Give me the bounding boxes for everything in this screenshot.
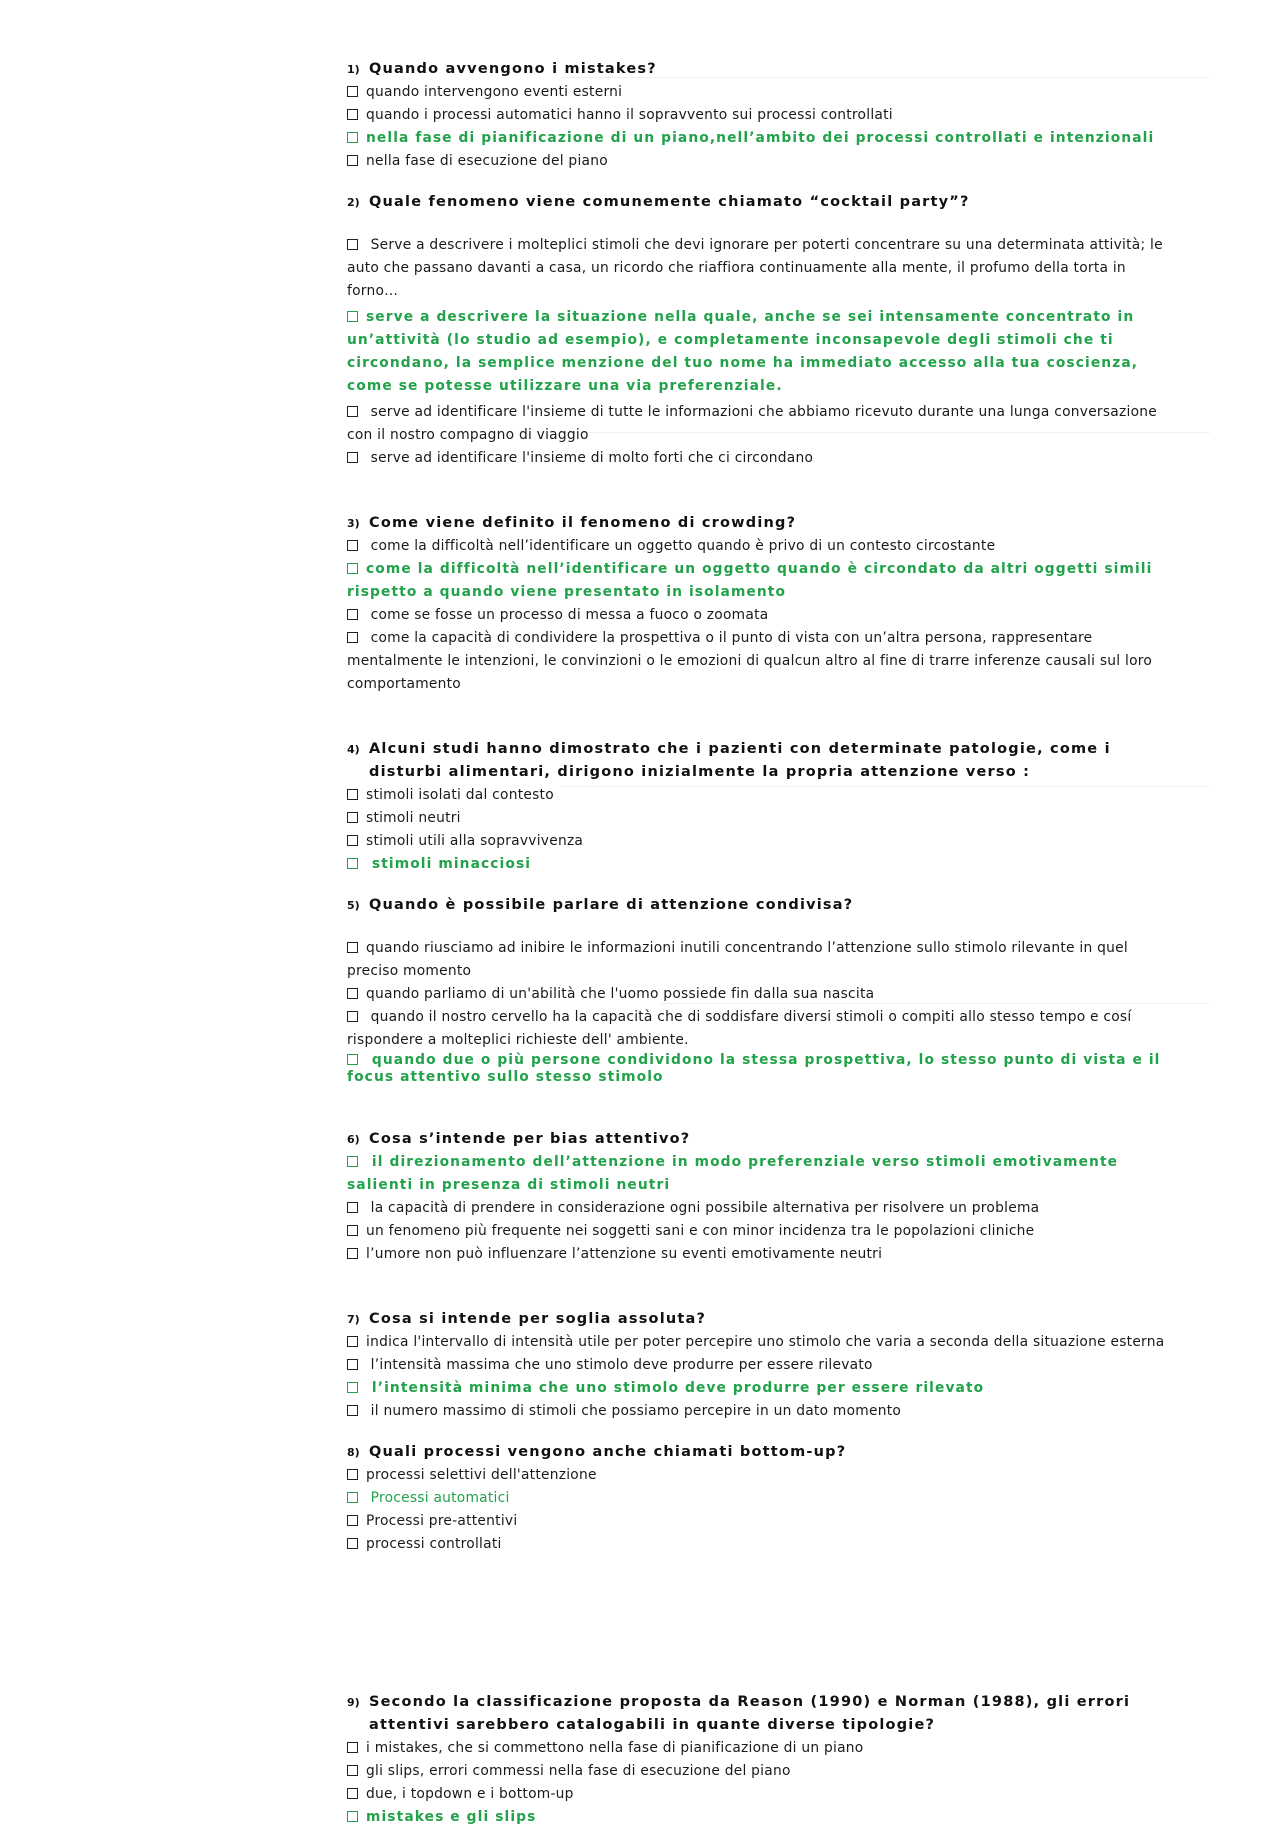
question-title (347, 1441, 1177, 1464)
answer-option[interactable] (347, 983, 1177, 1006)
answer-option[interactable] (347, 1220, 1177, 1243)
question-number: 1) (347, 63, 360, 76)
answer-option-correct[interactable] (347, 306, 1177, 398)
checkbox-icon[interactable] (347, 1336, 358, 1347)
answer-option-correct[interactable] (347, 1377, 1177, 1400)
question-title (347, 894, 1177, 917)
question-text: Alcuni studi hanno dimostrato che i pazienti con determinate patologie, come i disturbi alimentari, dirigono inizialmente la propria attenzione verso : (369, 741, 1111, 780)
question-number: 5) (347, 899, 360, 912)
question-number: 9) (347, 1696, 360, 1709)
option-label: stimoli minacciosi (366, 856, 532, 872)
answer-option[interactable] (347, 830, 1177, 853)
option-label: come la capacità di condividere la prospettiva o il punto di vista con un’altra persona, rappresentare mentalmente le intenzioni, le convinzioni o le emozioni di qualcun altro al fine di trarre inferenze causali sul loro comportamento (347, 630, 1153, 692)
option-label: serve a descrivere la situazione nella quale, anche se sei intensamente concentrato in un’attività (lo studio ad esempio), e completamente inconsapevole degli stimoli che ti circondano, la semplice menzione del tuo nome ha immediato accesso alla tua coscienza, come se potesse utilizzare una via preferenziale. (347, 309, 1139, 394)
checkbox-icon[interactable] (347, 452, 358, 463)
question-number: 4) (347, 743, 360, 756)
answer-option[interactable] (347, 627, 1177, 696)
option-label: stimoli utili alla sopravvivenza (366, 833, 584, 849)
checkbox-icon[interactable] (347, 86, 358, 97)
checkbox-icon[interactable] (347, 1225, 358, 1236)
question-text: Secondo la classificazione proposta da Reason (1990) e Norman (1988), gli errori attentivi sarebbero catalogabili in quante diverse tipologie? (369, 1694, 1131, 1733)
question-3 (347, 512, 1177, 696)
checkbox-icon[interactable] (347, 311, 358, 322)
option-label: Processi automatici (366, 1490, 510, 1506)
answer-option-correct[interactable] (347, 1052, 1177, 1086)
question-text: Quale fenomeno viene comunemente chiamato “cocktail party”? (369, 194, 970, 210)
checkbox-icon[interactable] (347, 1492, 358, 1503)
answer-option[interactable] (347, 1331, 1177, 1354)
option-label: l’intensità massima che uno stimolo deve produrre per essere rilevato (366, 1357, 873, 1373)
answer-option[interactable] (347, 447, 1177, 470)
option-label: i mistakes, che si commettono nella fase di pianificazione di un piano (366, 1740, 864, 1756)
question-text: Come viene definito il fenomeno di crowding? (369, 515, 797, 531)
option-label: come la difficoltà nell’identificare un oggetto quando è circondato da altri oggetti simili rispetto a quando viene presentato in isolamento (347, 561, 1153, 600)
checkbox-icon[interactable] (347, 942, 358, 953)
checkbox-icon[interactable] (347, 1382, 358, 1393)
checkbox-icon[interactable] (347, 1811, 358, 1822)
checkbox-icon[interactable] (347, 632, 358, 643)
checkbox-icon[interactable] (347, 540, 358, 551)
answer-option-correct[interactable] (347, 853, 1177, 876)
option-label: serve ad identificare l'insieme di tutte le informazioni che abbiamo ricevuto durante una lunga conversazione con il nostro compagno di viaggio (347, 404, 1157, 443)
checkbox-icon[interactable] (347, 1538, 358, 1549)
answer-option-correct[interactable] (347, 1487, 1177, 1510)
question-8 (347, 1441, 1177, 1556)
answer-option[interactable] (347, 1737, 1177, 1760)
answer-option[interactable] (347, 784, 1177, 807)
answer-option[interactable] (347, 1760, 1177, 1783)
checkbox-icon[interactable] (347, 835, 358, 846)
question-title (347, 738, 1177, 784)
question-number: 3) (347, 517, 360, 530)
answer-option[interactable] (347, 104, 1177, 127)
answer-option[interactable] (347, 937, 1177, 983)
question-number: 7) (347, 1313, 360, 1326)
option-label: quando intervengono eventi esterni (366, 84, 623, 100)
checkbox-icon[interactable] (347, 155, 358, 166)
option-label: quando il nostro cervello ha la capacità che di soddisfare diversi stimoli o compiti allo stesso tempo e cosí rispondere a molteplici richieste dell' ambiente. (347, 1009, 1132, 1048)
checkbox-icon[interactable] (347, 239, 358, 250)
checkbox-icon[interactable] (347, 1788, 358, 1799)
checkbox-icon[interactable] (347, 789, 358, 800)
question-text: Cosa si intende per soglia assoluta? (369, 1311, 707, 1327)
question-text: Quando è possibile parlare di attenzione condivisa? (369, 897, 854, 913)
answer-option[interactable] (347, 604, 1177, 627)
option-label: stimoli isolati dal contesto (366, 787, 554, 803)
checkbox-icon[interactable] (347, 1202, 358, 1213)
option-label: il numero massimo di stimoli che possiamo percepire in un dato momento (366, 1403, 902, 1419)
question-title (347, 1308, 1177, 1331)
question-title (347, 1691, 1177, 1737)
question-text: Quando avvengono i mistakes? (369, 61, 657, 77)
checkbox-icon[interactable] (347, 132, 358, 143)
answer-option-correct[interactable] (347, 1806, 1177, 1829)
checkbox-icon[interactable] (347, 1156, 358, 1167)
quiz-document (347, 58, 1177, 1829)
option-label: processi selettivi dell'attenzione (366, 1467, 597, 1483)
checkbox-icon[interactable] (347, 109, 358, 120)
checkbox-icon[interactable] (347, 1405, 358, 1416)
checkbox-icon[interactable] (347, 406, 358, 417)
checkbox-icon[interactable] (347, 988, 358, 999)
question-9 (347, 1691, 1177, 1829)
option-label: l’umore non può influenzare l’attenzione su eventi emotivamente neutri (366, 1246, 883, 1262)
option-label: mistakes e gli slips (366, 1809, 537, 1825)
option-label: come se fosse un processo di messa a fuoco o zoomata (366, 607, 769, 623)
answer-option[interactable] (347, 150, 1177, 173)
question-text: Cosa s’intende per bias attentivo? (369, 1131, 691, 1147)
question-1 (347, 58, 1177, 173)
checkbox-icon[interactable] (347, 1248, 358, 1259)
question-title (347, 58, 1177, 81)
question-5 (347, 894, 1177, 1086)
checkbox-icon[interactable] (347, 1054, 358, 1065)
answer-option[interactable] (347, 1243, 1177, 1266)
option-label: nella fase di pianificazione di un piano,nell’ambito dei processi controllati e intenzionali (366, 130, 1155, 146)
checkbox-icon[interactable] (347, 858, 358, 869)
option-label: come la difficoltà nell’identificare un oggetto quando è privo di un contesto circostante (366, 538, 996, 554)
option-label: quando due o più persone condividono la stessa prospettiva, lo stesso punto di vista e il focus attentivo sullo stesso stimolo (347, 1052, 1161, 1085)
checkbox-icon[interactable] (347, 812, 358, 823)
question-2 (347, 191, 1177, 470)
checkbox-icon[interactable] (347, 1359, 358, 1370)
option-label: due, i topdown e i bottom-up (366, 1786, 574, 1802)
option-label: Processi pre-attentivi (366, 1513, 518, 1529)
checkbox-icon[interactable] (347, 563, 358, 574)
option-label: serve ad identificare l'insieme di molto forti che ci circondano (366, 450, 814, 466)
checkbox-icon[interactable] (347, 1515, 358, 1526)
answer-option-correct[interactable] (347, 127, 1177, 150)
answer-option[interactable] (347, 81, 1177, 104)
option-label: stimoli neutri (366, 810, 461, 826)
answer-option[interactable] (347, 1400, 1177, 1423)
option-label: la capacità di prendere in considerazione ogni possibile alternativa per risolvere un problema (366, 1200, 1040, 1216)
question-number: 2) (347, 196, 360, 209)
checkbox-icon[interactable] (347, 1765, 358, 1776)
question-title (347, 512, 1177, 535)
option-label: Serve a descrivere i molteplici stimoli che devi ignorare per poterti concentrare su una determinata attività; le auto che passano davanti a casa, un ricordo che riaffiora continuamente alla mente, il profumo della torta in forno… (347, 237, 1163, 299)
option-label: quando parliamo di un'abilità che l'uomo possiede fin dalla sua nascita (366, 986, 875, 1002)
option-label: l’intensità minima che uno stimolo deve produrre per essere rilevato (366, 1380, 985, 1396)
option-label: un fenomeno più frequente nei soggetti sani e con minor incidenza tra le popolazioni cliniche (366, 1223, 1035, 1239)
checkbox-icon[interactable] (347, 1469, 358, 1480)
option-label: nella fase di esecuzione del piano (366, 153, 608, 169)
answer-option-correct[interactable] (347, 1151, 1177, 1197)
checkbox-icon[interactable] (347, 1011, 358, 1022)
option-label: quando i processi automatici hanno il sopravvento sui processi controllati (366, 107, 893, 123)
answer-option[interactable] (347, 401, 1177, 447)
option-label: quando riusciamo ad inibire le informazioni inutili concentrando l’attenzione sullo stimolo rilevante in quel preciso momento (347, 940, 1128, 979)
option-label: gli slips, errori commessi nella fase di esecuzione del piano (366, 1763, 791, 1779)
answer-option[interactable] (347, 807, 1177, 830)
question-title (347, 1128, 1177, 1151)
question-text: Quali processi vengono anche chiamati bottom-up? (369, 1444, 847, 1460)
question-number: 8) (347, 1446, 360, 1459)
question-title (347, 191, 1177, 214)
answer-option[interactable] (347, 1783, 1177, 1806)
answer-option[interactable] (347, 535, 1177, 558)
question-4 (347, 738, 1177, 876)
answer-option[interactable] (347, 1006, 1177, 1052)
option-label: il direzionamento dell’attenzione in modo preferenziale verso stimoli emotivamente salienti in presenza di stimoli neutri (347, 1154, 1119, 1193)
option-label: processi controllati (366, 1536, 502, 1552)
answer-option[interactable] (347, 1510, 1177, 1533)
question-6 (347, 1128, 1177, 1266)
answer-option[interactable] (347, 1354, 1177, 1377)
answer-option-correct[interactable] (347, 558, 1177, 604)
answer-option[interactable] (347, 1197, 1177, 1220)
answer-option[interactable] (347, 1464, 1177, 1487)
answer-option[interactable] (347, 234, 1177, 303)
question-7 (347, 1308, 1177, 1423)
question-number: 6) (347, 1133, 360, 1146)
answer-option[interactable] (347, 1533, 1177, 1556)
checkbox-icon[interactable] (347, 609, 358, 620)
checkbox-icon[interactable] (347, 1742, 358, 1753)
option-label: indica l'intervallo di intensità utile per poter percepire uno stimolo che varia a seconda della situazione esterna (366, 1334, 1165, 1350)
